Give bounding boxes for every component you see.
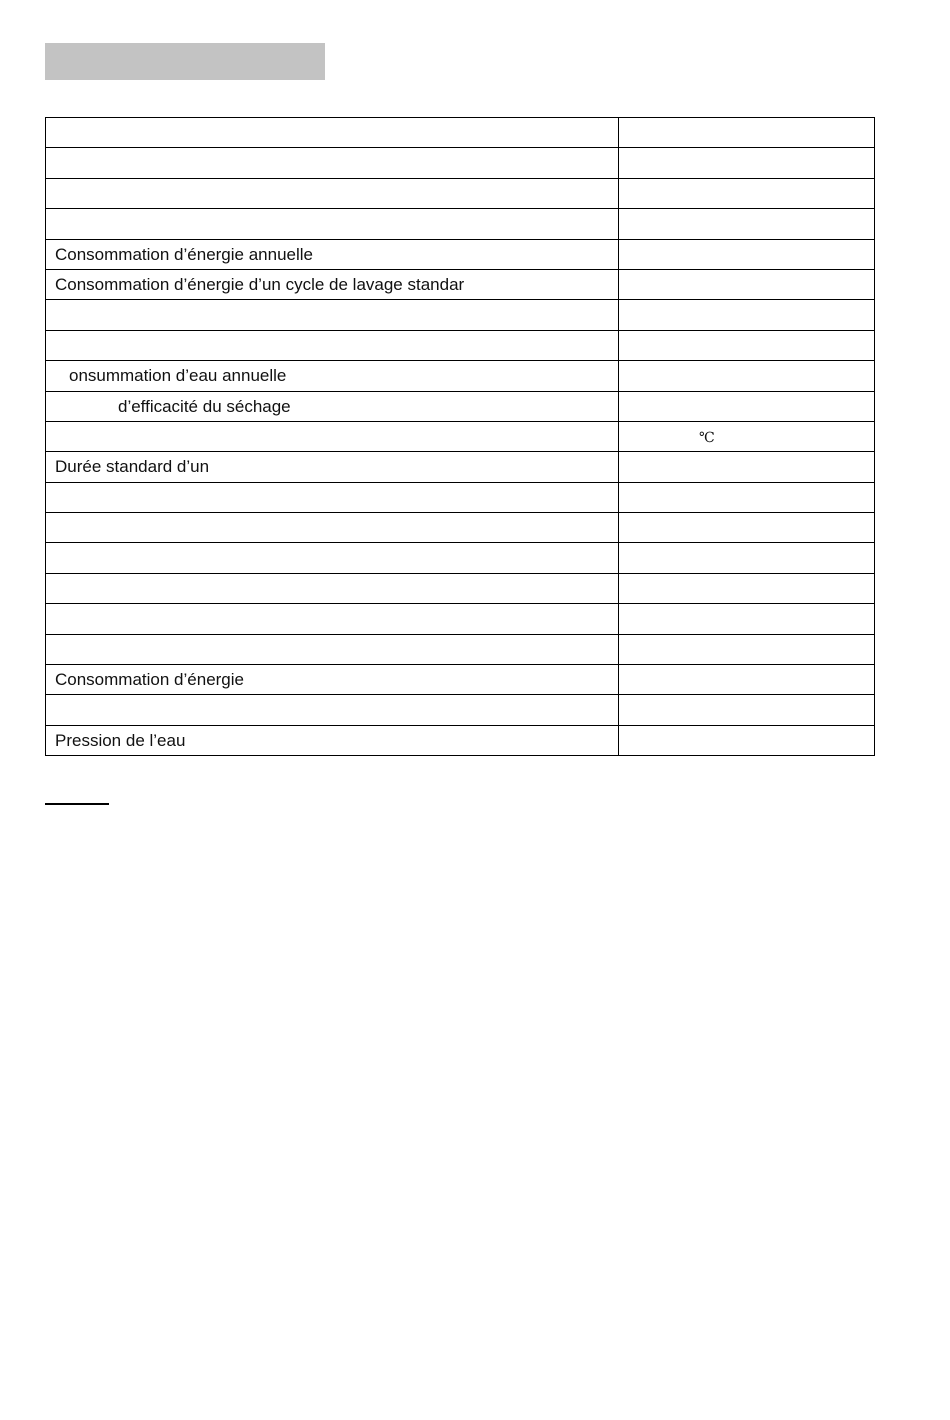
- spec-value: [619, 269, 875, 299]
- table-row: [46, 421, 875, 451]
- spec-value-text: ℃: [699, 430, 715, 447]
- table-row: [46, 361, 875, 391]
- spec-value: [619, 513, 875, 543]
- spec-value: [619, 391, 875, 421]
- spec-label: [46, 695, 619, 725]
- table-row: [46, 604, 875, 634]
- spec-value: [619, 148, 875, 178]
- table-row: [46, 543, 875, 573]
- spec-label: [46, 300, 619, 330]
- spec-label: [46, 634, 619, 664]
- table-row: [46, 573, 875, 603]
- table-row: [46, 513, 875, 543]
- spec-label: Durée standard d’un: [46, 452, 619, 482]
- spec-value: [619, 482, 875, 512]
- spec-label: Pression de l’eau: [46, 725, 619, 755]
- table-row: [46, 482, 875, 512]
- spec-label: Consommation d’énergie: [46, 665, 619, 695]
- spec-value: [619, 178, 875, 208]
- table-row: [46, 725, 875, 755]
- spec-label: [46, 513, 619, 543]
- table-row: [46, 330, 875, 360]
- spec-value: [619, 543, 875, 573]
- spec-label: [46, 148, 619, 178]
- table-row: [46, 665, 875, 695]
- spec-label: [46, 118, 619, 148]
- section-header-bar: [45, 43, 325, 80]
- footnote-divider: [45, 803, 109, 805]
- table-row: [46, 634, 875, 664]
- spec-label: onsummation d’eau annuelle: [46, 361, 619, 391]
- spec-value: [619, 695, 875, 725]
- specifications-table: [45, 117, 875, 756]
- table-row: [46, 209, 875, 239]
- spec-label: [46, 604, 619, 634]
- spec-label: [46, 330, 619, 360]
- spec-value: [619, 239, 875, 269]
- spec-label: [46, 178, 619, 208]
- table-row: [46, 118, 875, 148]
- spec-value: [619, 209, 875, 239]
- spec-label: Consommation d’énergie annuelle: [46, 239, 619, 269]
- table-row: [46, 391, 875, 421]
- spec-label: Consommation d’énergie d’un cycle de lavage standar: [46, 269, 619, 299]
- spec-label: [46, 421, 619, 451]
- spec-label: [46, 209, 619, 239]
- table-row: [46, 695, 875, 725]
- spec-value: [619, 452, 875, 482]
- spec-value: [619, 665, 875, 695]
- spec-label: [46, 543, 619, 573]
- table-row: [46, 239, 875, 269]
- spec-value: [619, 118, 875, 148]
- spec-label: [46, 482, 619, 512]
- table-row: [46, 452, 875, 482]
- spec-value: [619, 330, 875, 360]
- spec-value: [619, 573, 875, 603]
- table-row: [46, 148, 875, 178]
- spec-value: [619, 361, 875, 391]
- table-row: [46, 300, 875, 330]
- spec-value: [619, 604, 875, 634]
- table-row: [46, 178, 875, 208]
- spec-label: d’efficacité du séchage: [46, 391, 619, 421]
- spec-value: [619, 634, 875, 664]
- spec-value: [619, 300, 875, 330]
- spec-label: [46, 573, 619, 603]
- spec-value: [619, 421, 875, 451]
- table-row: [46, 269, 875, 299]
- spec-value: [619, 725, 875, 755]
